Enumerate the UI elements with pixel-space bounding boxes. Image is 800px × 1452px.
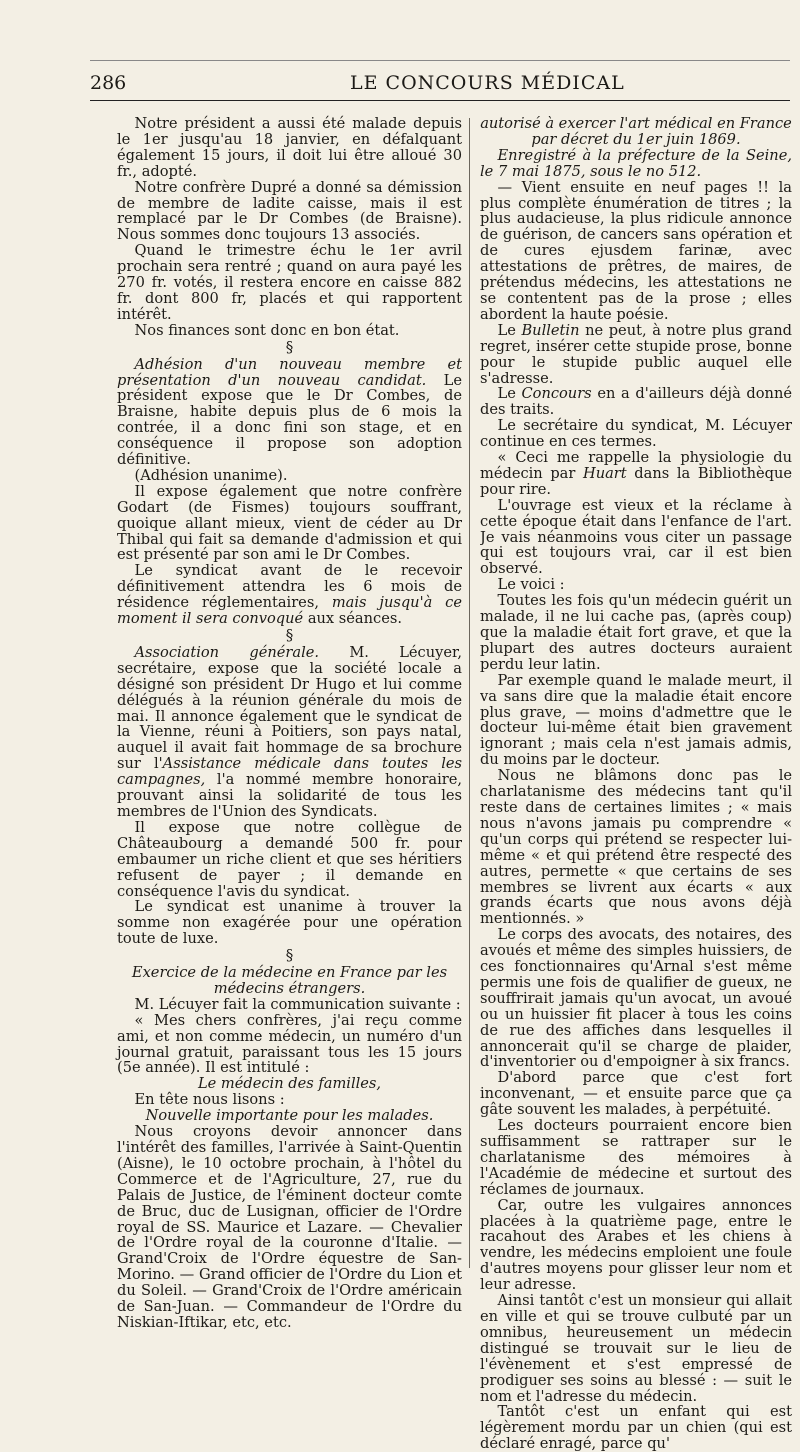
paragraph	[480, 148, 792, 180]
paragraph-text: « Ceci me rappelle la physiologie du médecin par	[480, 449, 792, 482]
journal-title: LE CONCOURS MÉDICAL	[350, 72, 625, 94]
paragraph: « Mes chers confrères, j'ai reçu comme ami, et non comme médecin, un numéro d'un journal gratuit, paraissant tous les 15 jours (5e année). Il est intitulé :	[117, 1011, 462, 1077]
subheading	[117, 1108, 462, 1124]
section-heading	[117, 965, 462, 997]
paragraph-text: Le président expose que le Dr Combes, de Braisne, habite depuis plus de 6 mois la contrée, il a donc fini son stage, et en conséquence il propose son adoption définitive.	[117, 371, 462, 469]
paragraph-text: aux séances.	[303, 610, 402, 628]
paragraph-text: Le	[497, 385, 522, 403]
paragraph: Quand le trimestre échu le 1er avril prochain sera rentré ; quand on aura payé les 270 fr. votés, il restera encore en caisse 882 fr. dont 800 fr, placés et qui rapportent intérêt.	[117, 242, 462, 323]
journal-name	[117, 1076, 462, 1092]
paragraph-text: Le	[497, 321, 522, 339]
paragraph: Les docteurs pourraient encore bien suffisamment se rattraper sur le charlatanisme des mémoires à l'Académie de médecine et surtout des réclames de journaux.	[480, 1117, 792, 1198]
paragraph-text: dans la Bibliothèque pour rire.	[480, 464, 792, 498]
emphasis: Assistance médicale dans toutes les campagnes,	[117, 755, 463, 789]
subheading-text: Nouvelle importante pour les malades.	[145, 1107, 434, 1125]
section-mark: §	[285, 337, 294, 356]
paragraph	[117, 645, 462, 820]
paragraph	[117, 357, 462, 468]
paragraph: Le corps des avocats, des notaires, des avoués et même des simples huissiers, de ces fonctionnaires qu'Arnal s'est même permis une fois de qualifier de gueux, ne souffrirait jamais qu'un avocat, un avoué ou un huissier fit placer à tous les coins de rue des affiches dans lesquelles il annoncerait qu'il se charge de plaider, d'inventorier ou d'empoigner à six francs.	[480, 926, 792, 1071]
section-heading-text: Exercice de la médecine en France par les médecins étrangers.	[131, 964, 448, 997]
emphasis: Bulletin	[521, 321, 580, 339]
paragraph: Il expose que notre collègue de Châteaubourg a demandé 500 fr. pour embaumer un riche client et que ses héritiers refusent de payer ; il demande en conséquence l'avis du syndicat.	[117, 818, 462, 900]
paragraph: (Adhésion unanime).	[134, 466, 288, 484]
emphasis: Concours	[521, 385, 592, 403]
paragraph	[480, 323, 792, 387]
paragraph	[480, 450, 792, 498]
paragraph: Nous croyons devoir annoncer dans l'intérêt des familles, l'arrivée à Saint-Quentin (Aisne), le 10 octobre prochain, à l'hôtel du Commerce et de l'Agriculture, 27, rue du Palais de Justice, de l'éminent docteur comte de Bruc, duc de Lusignan, officier de l'Ordre royal de SS. Maurice et Lazare. — Chevalier de l'Ordre royal de la couronne d'Italie. — Grand'Croix de l'Ordre équestre de San-Morino. — Grand officier de l'Ordre du Lion et du Soleil. — Grand'Croix de l'Ordre américain de San-Juan. — Commandeur de l'Ordre du Niskian-Iftikar, etc, etc.	[117, 1123, 462, 1331]
paragraph: Le syndicat est unanime à trouver la somme non exagérée pour une opération toute de luxe.	[117, 898, 462, 948]
paragraph: Ainsi tantôt c'est un monsieur qui allait en ville et qui se trouve culbuté par un omnibus, heureusement un médecin distingué se trouvait sur le lieu de l'évènement et s'est empressé de prodiguer ses soins au blessé : — suit le nom et l'adresse du médecin.	[480, 1292, 792, 1405]
paragraph: Le voici :	[497, 576, 565, 594]
header-top-rule	[90, 60, 790, 61]
paragraph: Le secrétaire du syndicat, M. Lécuyer continue en ces termes.	[480, 417, 792, 451]
paragraph-text: Le syndicat avant de le recevoir définitivement attendra les 6 mois de résidence réglementaires,	[117, 562, 462, 612]
paragraph: Notre président a aussi été malade depuis le 1er jusqu'au 18 janvier, en défalquant également 15 jours, il doit lui être alloué 30 fr., adopté.	[117, 115, 462, 180]
paragraph: Tantôt c'est un enfant qui est légèrement mordu par un chien (qui est déclaré enragé, parce qu'	[480, 1403, 792, 1452]
paragraph	[117, 563, 462, 627]
page-header	[90, 70, 790, 101]
paragraph: En tête nous lisons :	[134, 1091, 285, 1109]
section-mark: §	[285, 946, 294, 965]
paragraph: Nos finances sont donc en bon état.	[134, 321, 400, 339]
section-mark: §	[285, 626, 294, 644]
section-title: Association générale.	[134, 643, 320, 661]
paragraph: — Vient ensuite en neuf pages !! la plus complète énumération de titres ; la plus audacieuse, la plus ridicule annonce de guérison, de cancers sans opération et de cures ejusdem farinæ, avec attestations de prêtres, de maires, de prétendus médecins, les attestations ne se contentent pas de la prose ; elles abordent la haute poésie.	[480, 178, 792, 323]
paragraph: Il expose également que notre confrère Godart (de Fismes) toujours souffrant, quoique allant mieux, vient de céder au Dr Thibal qui fait sa demande d'admission et qui est présenté par son ami le Dr Combes.	[117, 482, 462, 564]
emphasis: Huart	[582, 464, 627, 482]
paragraph: D'abord parce que c'est fort inconvenant, — et ensuite parce que ça gâte souvent les malades, à perpétuité.	[480, 1069, 792, 1119]
paragraph: Notre confrère Dupré a donné sa démission de membre de ladite caisse, mais il est remplacé par le Dr Combes (de Braisne). Nous sommes donc toujours 13 associés.	[117, 178, 462, 244]
paragraph: Nous ne blâmons donc pas le charlatanisme des médecins tant qu'il reste dans de certaines limites ; « mais nous n'avons jamais pu comprendre « qu'un corps qui prétend se respecter lui-même « et qui prétend être respecté des autres, permette « que certains de ses membres se livrent aux écarts « aux grands écarts que nous avons déjà mentionnés. »	[480, 767, 792, 928]
paragraph: M. Lécuyer fait la communication suivante :	[134, 995, 461, 1013]
paragraph-text: ne peut, à notre plus grand regret, insérer cette stupide prose, bonne pour le stupide public auquel elle s'adresse.	[480, 321, 792, 387]
paragraph	[480, 386, 792, 418]
quoted-title	[480, 116, 792, 148]
left-column	[117, 116, 462, 1331]
section-title: Adhésion d'un nouveau membre et présentation d'un nouveau candidat.	[117, 355, 462, 389]
paragraph: Car, outre les vulgaires annonces placées à la quatrième page, entre le racahout des Arabes et les chiens à vendre, les médecins emploient une foule d'autres moyens pour glisser leur nom et leur adresse.	[480, 1196, 792, 1294]
paragraph: Toutes les fois qu'un médecin guérit un malade, il ne lui cache pas, (après coup) que la maladie était fort grave, et que la plupart des autres docteurs auraient perdu leur latin.	[480, 592, 792, 673]
quoted-title-text: autorisé à exercer l'art médical en France par décret du 1er juin 1869.	[480, 116, 792, 148]
emphasis: mais jusqu'à ce moment il sera convoqué	[117, 594, 462, 628]
paragraph: L'ouvrage est vieux et la réclame à cette époque était dans l'enfance de l'art. Je vais néanmoins vous citer un passage qui est toujours vrai, car il est bien observé.	[480, 496, 792, 578]
paragraph: Par exemple quand le malade meurt, il va sans dire que la maladie était encore plus grave, — moins d'admettre que le docteur lui-même était bien gravement ignorant ; mais cela n'est jamais admis, du moins par le docteur.	[480, 671, 792, 769]
right-column	[480, 116, 792, 1452]
paragraph-text: M. Lécuyer, secrétaire, expose que la société locale a désigné son président Dr Hugo et lui comme délégués à la réunion générale du mois de mai. Il annonce également que le syndicat de la Vienne, réuni à Poitiers, son pays natal, auquel il avait fait hommage de sa brochure sur l'	[117, 643, 462, 773]
page-number: 286	[90, 72, 127, 94]
registration-text: Enregistré à la préfecture de la Seine, le 7 mai 1875, sous le no 512.	[480, 146, 792, 180]
paragraph-text: en a d'ailleurs déjà donné des traits.	[480, 385, 792, 419]
journal-name-text: Le médecin des familles,	[197, 1075, 382, 1093]
paragraph-text: l'a nommé membre honoraire, prouvant ainsi la solidarité de tous les membres de l'Union des Syndicats.	[117, 771, 462, 820]
column-divider	[469, 118, 470, 1268]
